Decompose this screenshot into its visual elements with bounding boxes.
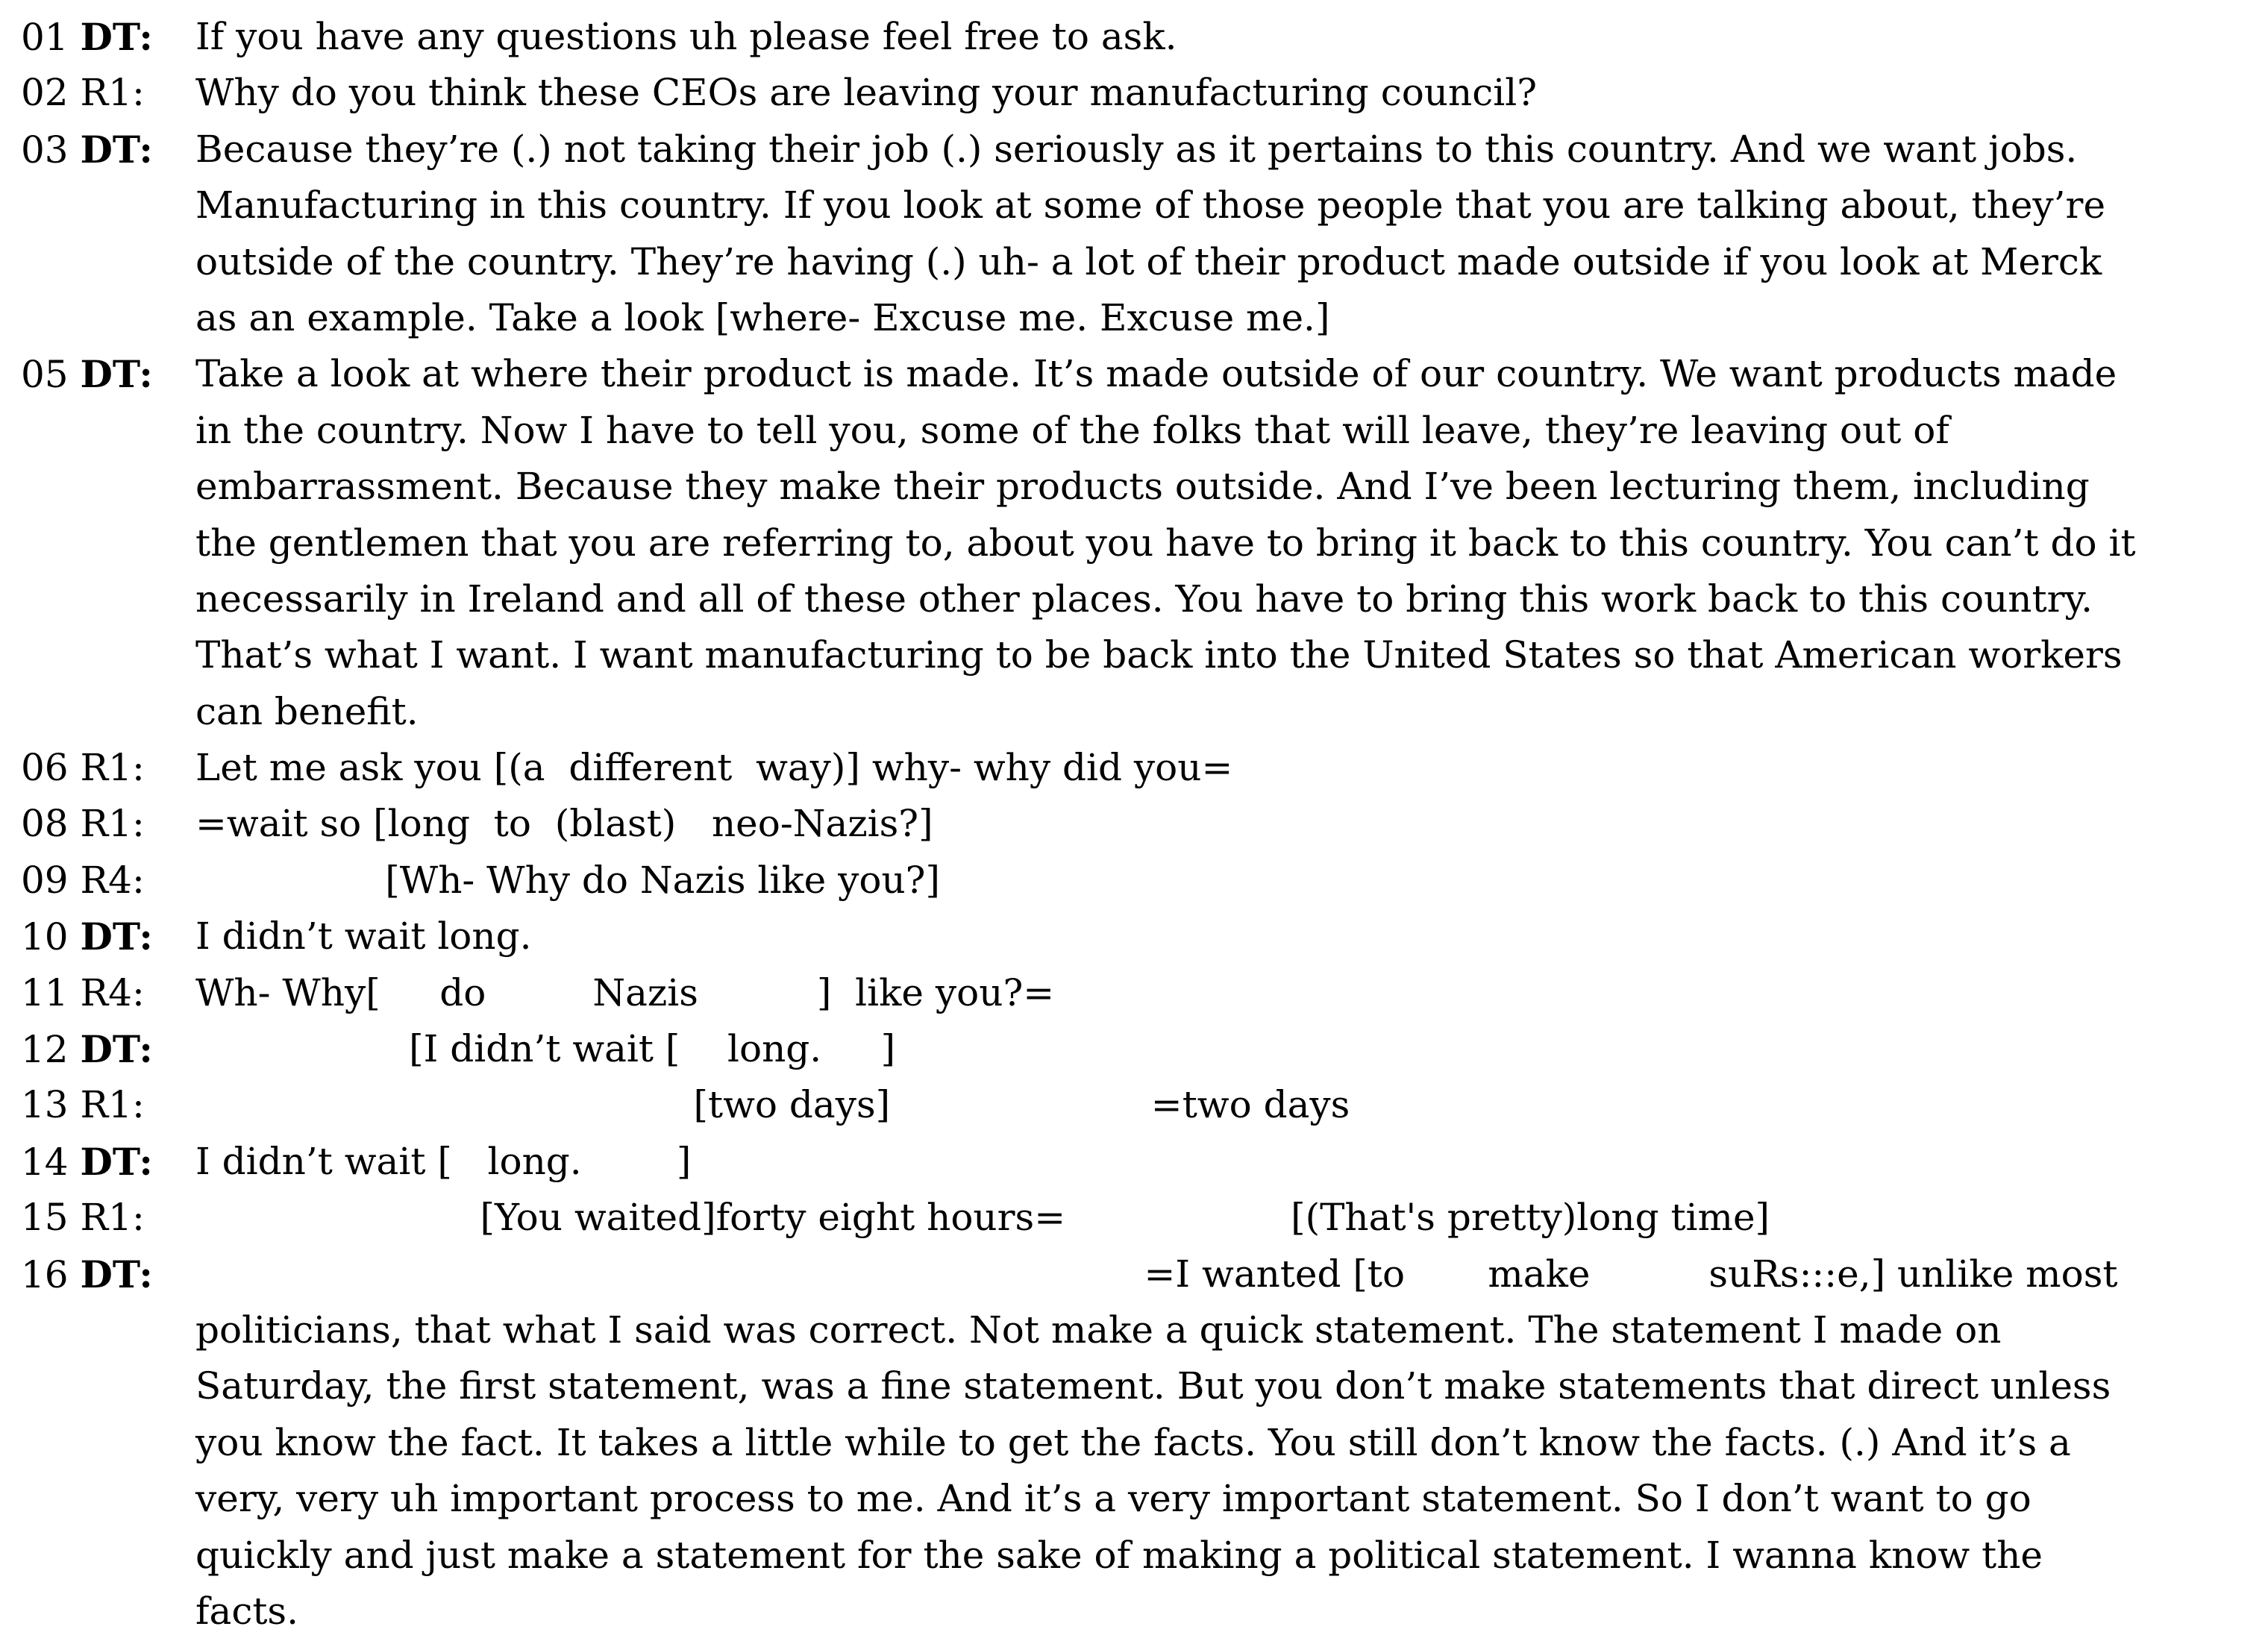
turn-label	[21, 346, 153, 403]
turn-label	[21, 909, 153, 965]
speaker-colon: :	[139, 1252, 153, 1296]
turn-label	[21, 1021, 153, 1078]
utterance-text: =wait so [long to (blast) neo-Nazis?]	[195, 802, 933, 846]
speaker-colon: :	[139, 15, 153, 59]
utterance-text: I didn’t wait long.	[195, 914, 532, 959]
line-number: 14	[21, 1140, 69, 1184]
transcript-line	[21, 571, 2259, 627]
speaker-label: DT	[80, 352, 140, 397]
transcript-line	[21, 65, 2259, 121]
speaker-colon: :	[132, 746, 145, 790]
speaker-colon: :	[132, 802, 145, 846]
transcript-line	[21, 1358, 2259, 1414]
speaker-colon: :	[139, 1027, 153, 1072]
speaker-colon: :	[132, 970, 145, 1014]
utterance-text: If you have any questions uh please feel free to ask.	[195, 15, 1177, 58]
transcript-line	[21, 965, 2259, 1021]
utterance-text: [Wh- Why do Nazis like you?]	[195, 858, 940, 902]
transcript-line	[21, 1584, 2259, 1640]
transcript-line	[21, 909, 2259, 964]
utterance-text: I didn’t wait [ long. ]	[195, 1139, 692, 1183]
speaker-label: DT	[80, 1252, 140, 1296]
utterance-text: Wh- Why[ do Nazis ] like you?=	[195, 970, 1055, 1014]
line-number: 15	[21, 1196, 69, 1240]
utterance-text: [I didn’t wait [ long. ]	[195, 1027, 896, 1071]
utterance-text: Let me ask you [(a different way)] why- why did you=	[195, 746, 1233, 790]
line-number: 16	[21, 1252, 69, 1296]
line-number: 03	[21, 128, 69, 172]
utterance-text: Saturday, the first statement, was a fine statement. But you don’t make statements that direct unless	[195, 1364, 2111, 1408]
transcript-line	[21, 1528, 2259, 1584]
transcript-line	[21, 346, 2259, 402]
speaker-label: DT	[80, 15, 140, 59]
line-number: 08	[21, 802, 69, 846]
utterance-text: Take a look at where their product is made. It’s made outside of our country. We want products made	[195, 352, 2117, 396]
transcript-line	[21, 515, 2259, 571]
speaker-colon: :	[139, 914, 153, 959]
utterance-text: Manufacturing in this country. If you look at some of those people that you are talking about, they’re	[195, 183, 2106, 228]
transcript-line	[21, 1471, 2259, 1527]
line-number: 11	[21, 970, 69, 1014]
utterance-text: as an example. Take a look [where- Excuse me. Excuse me.]	[195, 295, 1330, 339]
transcript-line	[21, 684, 2259, 740]
transcript-line	[21, 796, 2259, 852]
transcript-line	[21, 1415, 2259, 1471]
line-number: 01	[21, 16, 69, 59]
transcript-line	[21, 627, 2259, 683]
transcript	[21, 9, 2259, 1640]
speaker-label: DT	[80, 1139, 140, 1184]
utterance-text: you know the fact. It takes a little while to get the facts. You still don’t know the facts. (.) And it’s a	[195, 1420, 2071, 1464]
turn-label	[21, 122, 153, 178]
transcript-line	[21, 290, 2259, 346]
speaker-colon: :	[139, 352, 153, 397]
utterance-text: necessarily in Ireland and all of these other places. You have to bring this work back to this country.	[195, 577, 2093, 621]
line-number: 09	[21, 858, 69, 902]
utterance-text: Because they’re (.) not taking their job (.) seriously as it pertains to this country. And we want jobs.	[195, 127, 2078, 171]
utterance-text: in the country. Now I have to tell you, some of the folks that will leave, they’re leaving out of	[195, 408, 1949, 452]
turn-label	[21, 796, 145, 852]
transcript-line	[21, 740, 2259, 796]
line-number: 10	[21, 915, 69, 959]
transcript-line	[21, 1077, 2259, 1133]
transcript-line	[21, 9, 2259, 65]
utterance-text: the gentlemen that you are referring to, about you have to bring it back to this country. You can’t do it	[195, 521, 2136, 565]
speaker-colon: :	[132, 1196, 145, 1240]
turn-label	[21, 853, 145, 909]
turn-label	[21, 740, 145, 796]
line-number: 02	[21, 71, 69, 115]
transcript-line	[21, 853, 2259, 909]
utterance-text: [two days] =two days	[195, 1083, 1350, 1127]
utterance-text: [You waited]forty eight hours= [(That's pretty)long time]	[195, 1196, 1770, 1240]
turn-label	[21, 965, 145, 1021]
transcript-line	[21, 1302, 2259, 1358]
speaker-label: R4	[80, 858, 132, 902]
utterance-text: embarrassment. Because they make their products outside. And I’ve been lecturing them, including	[195, 465, 2090, 509]
transcript-line	[21, 234, 2259, 290]
utterance-text: very, very uh important process to me. And it’s a very important statement. So I don’t want to go	[195, 1477, 2032, 1521]
utterance-text: outside of the country. They’re having (.) uh- a lot of their product made outside if you look at Merck	[195, 239, 2102, 283]
utterance-text: politicians, that what I said was correct. Not make a quick statement. The statement I made on	[195, 1308, 2002, 1352]
speaker-colon: :	[132, 1083, 145, 1127]
transcript-line	[21, 403, 2259, 459]
line-number: 12	[21, 1028, 69, 1072]
transcript-line	[21, 178, 2259, 233]
transcript-line	[21, 1246, 2259, 1302]
utterance-text: quickly and just make a statement for the sake of making a political statement. I wanna know the	[195, 1533, 2043, 1577]
utterance-text: can benefit.	[195, 689, 419, 733]
line-number: 05	[21, 353, 69, 397]
turn-label	[21, 1077, 145, 1133]
speaker-label: R1	[80, 1083, 132, 1127]
speaker-colon: :	[139, 127, 153, 172]
turn-label	[21, 1246, 153, 1303]
transcript-line	[21, 1190, 2259, 1246]
speaker-label: R1	[80, 802, 132, 846]
speaker-colon: :	[139, 1139, 153, 1184]
speaker-label: R1	[80, 71, 132, 115]
speaker-label: R4	[80, 970, 132, 1014]
utterance-text: That’s what I want. I want manufacturing to be back into the United States so that American workers	[195, 633, 2123, 677]
speaker-colon: :	[132, 71, 145, 115]
transcript-line	[21, 1021, 2259, 1077]
line-number: 06	[21, 746, 69, 790]
transcript-line	[21, 1134, 2259, 1190]
turn-label	[21, 1190, 145, 1246]
speaker-label: R1	[80, 1196, 132, 1240]
turn-label	[21, 65, 145, 121]
utterance-text: =I wanted [to make suRs:::e,] unlike most	[195, 1252, 2118, 1296]
utterance-text: Why do you think these CEOs are leaving your manufacturing council?	[195, 71, 1537, 115]
turn-label	[21, 1134, 153, 1190]
line-number: 13	[21, 1083, 69, 1127]
transcript-line	[21, 459, 2259, 515]
speaker-label: DT	[80, 914, 140, 959]
speaker-label: DT	[80, 1027, 140, 1072]
utterance-text: facts.	[195, 1589, 298, 1633]
speaker-label: DT	[80, 127, 140, 172]
turn-label	[21, 9, 153, 66]
speaker-label: R1	[80, 746, 132, 790]
speaker-colon: :	[132, 858, 145, 902]
transcript-line	[21, 122, 2259, 178]
